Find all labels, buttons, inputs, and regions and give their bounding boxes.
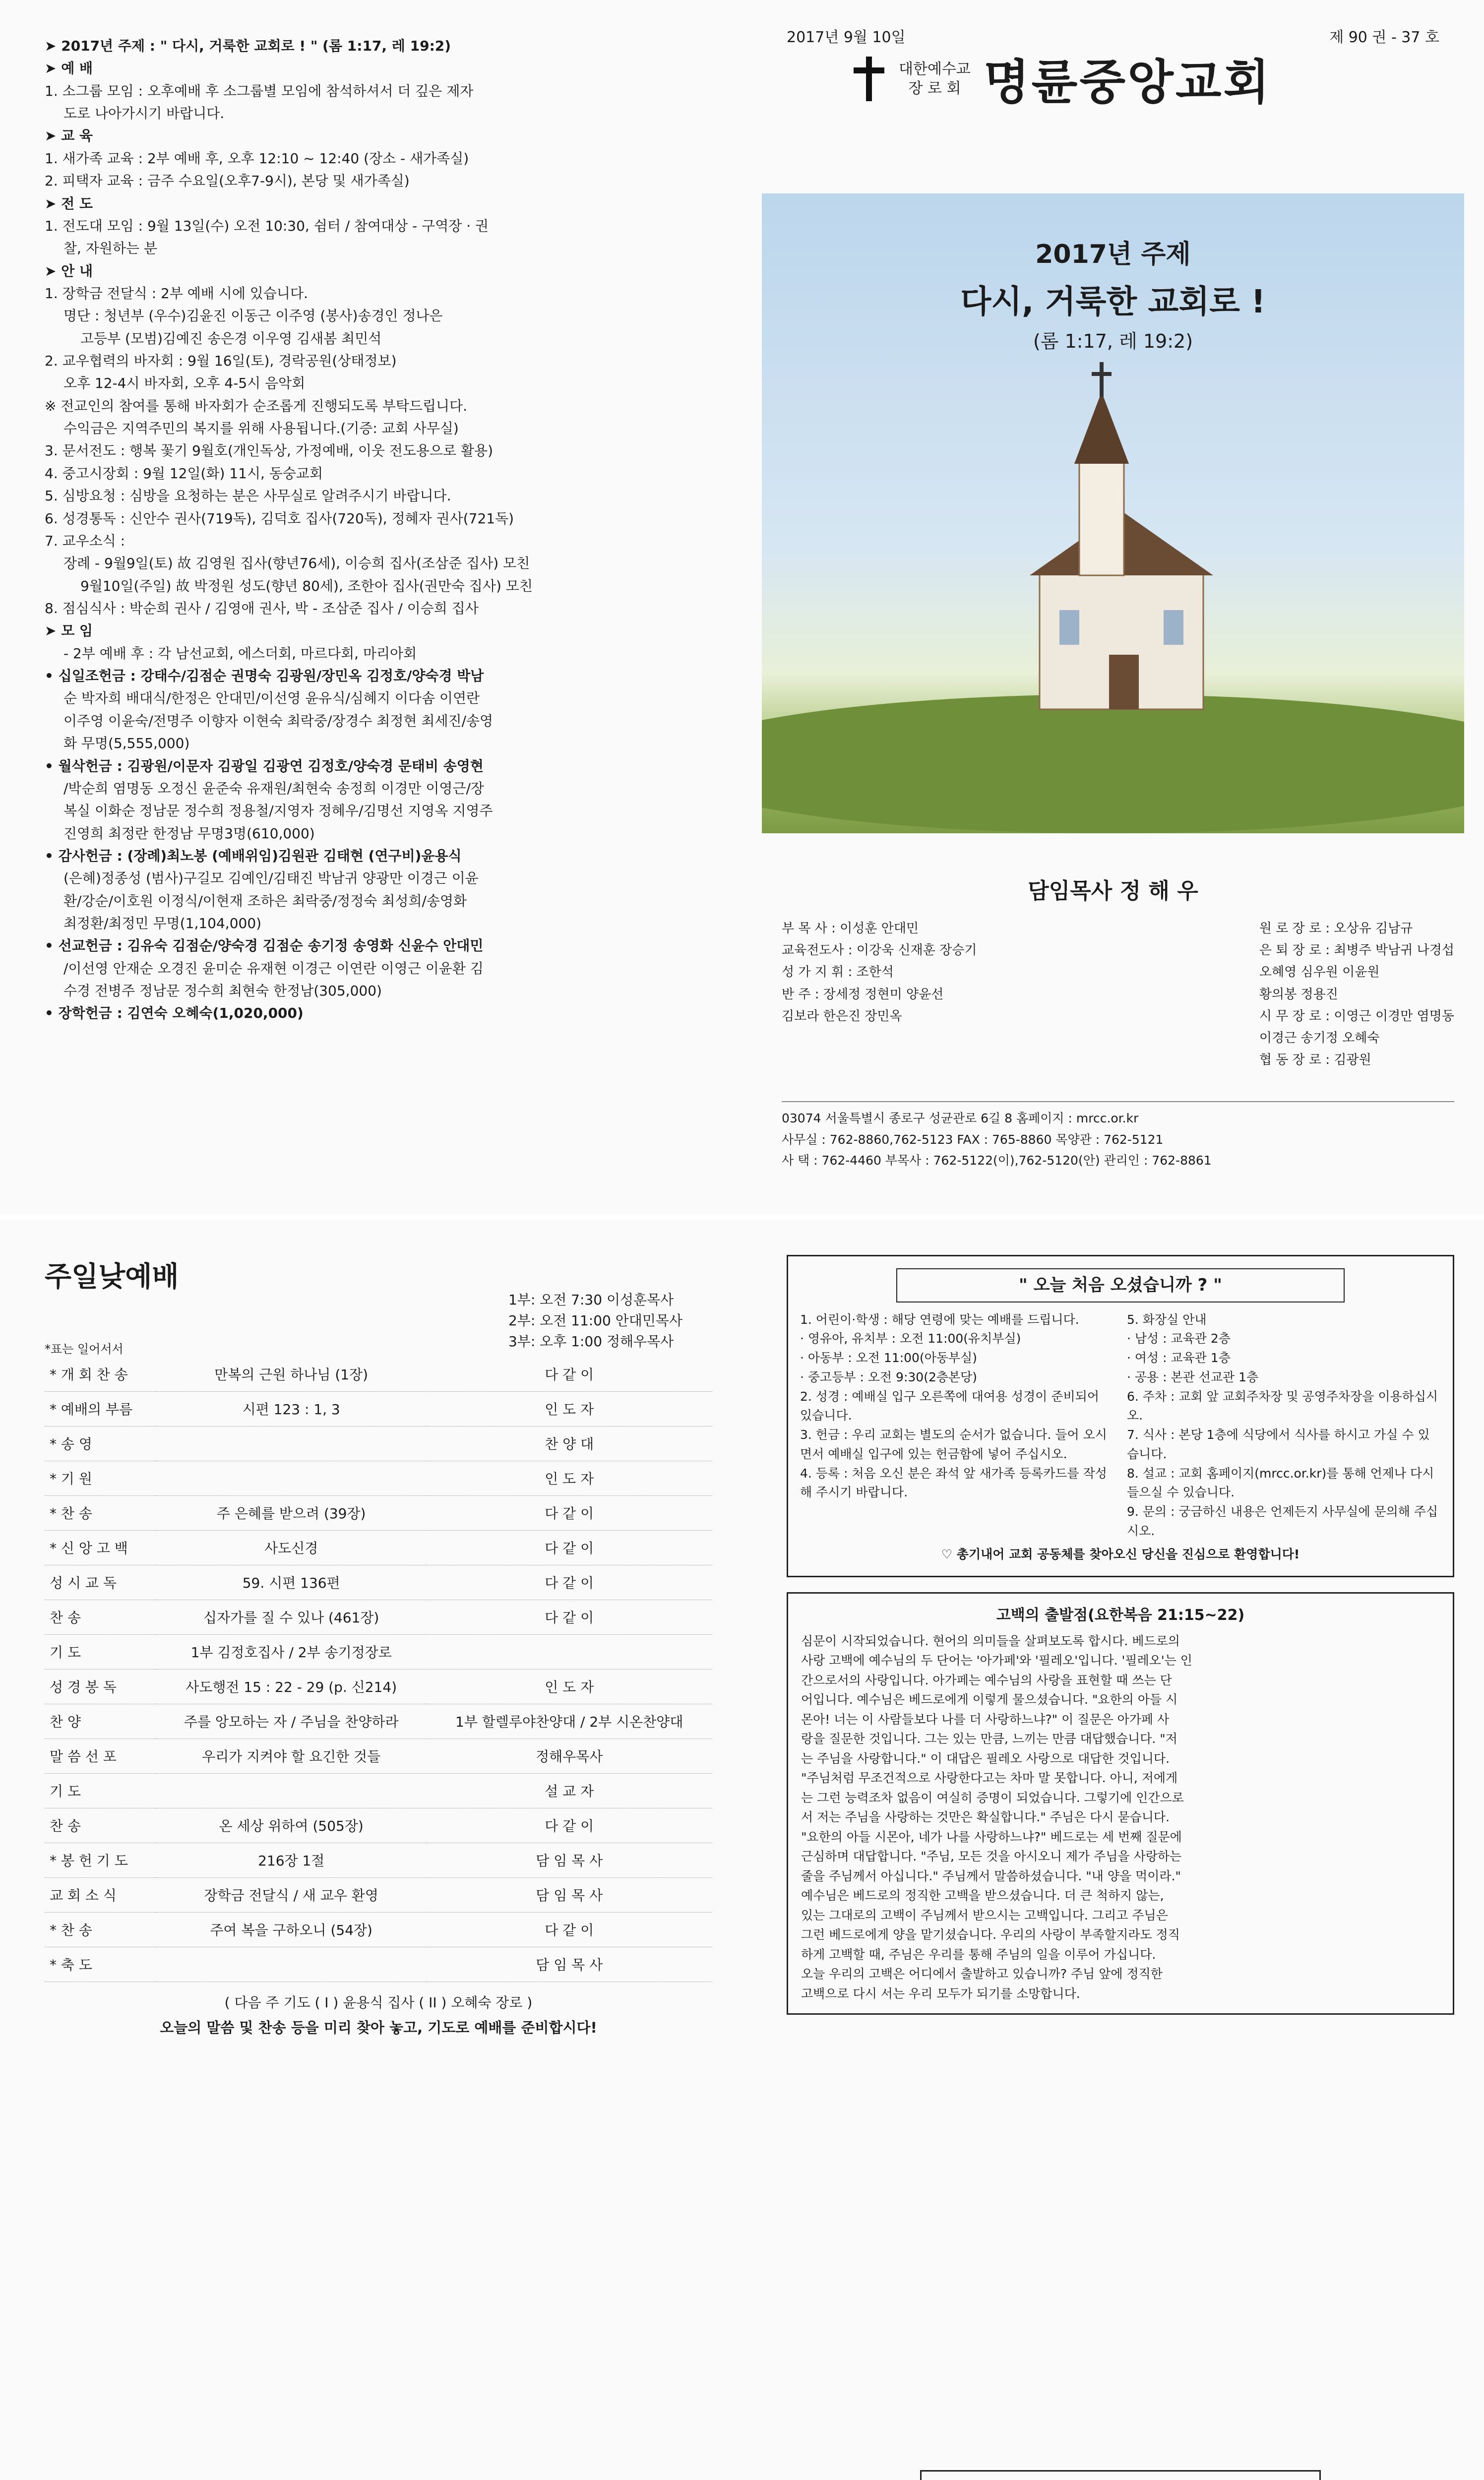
order-item: * 기 원 [45, 1461, 156, 1495]
order-leader [426, 1634, 712, 1669]
welcome-line: 4. 등록 : 처음 오신 분은 좌석 앞 새가족 등록카드를 작성해 주시기 바랍니다. [800, 1466, 1107, 1500]
announcement-line: 오후 12-4시 바자회, 오후 4-5시 음악회 [63, 375, 306, 392]
welcome-line: 3. 헌금 : 우리 교회는 별도의 순서가 없습니다. 들어 오시면서 예배실 입구에 있는 헌금함에 넣어 주십시오. [800, 1427, 1107, 1461]
welcome-line: 9. 문의 : 궁금하신 내용은 언제든지 사무실에 문의해 주십시오. [1127, 1504, 1438, 1538]
order-content: 십자가를 질 수 있나 (461장) [156, 1600, 426, 1634]
order-leader: 다 같 이 [426, 1565, 712, 1600]
announcement-line: • 선교헌금 : 김유숙 김점순/양숙경 김점순 송기정 송영화 신윤수 안대민 [45, 937, 484, 954]
church-address [782, 1101, 1454, 1172]
standing-note: *표는 일어서서 [45, 1342, 124, 1356]
order-content: 1부 김정호집사 / 2부 송기정장로 [156, 1634, 426, 1669]
order-leader: 인 도 자 [426, 1461, 712, 1495]
page-cover [742, 0, 1484, 1215]
welcome-line: · 공용 : 본관 선교관 1층 [1127, 1369, 1259, 1384]
announcement-line: • 월삭헌금 : 김광원/이문자 김광일 김광연 김정호/양숙경 문태비 송영현 [45, 757, 484, 774]
order-content [156, 1461, 426, 1495]
welcome-box [787, 1255, 1454, 1577]
order-row [45, 1912, 712, 1947]
order-row [45, 1530, 712, 1565]
closing-message: 오늘의 말씀 및 찬송 등을 미리 찾아 놓고, 기도로 예배를 준비합시다! [160, 2019, 597, 2036]
order-leader: 인 도 자 [426, 1391, 712, 1426]
order-row [45, 1495, 712, 1530]
announcement-line: 5. 심방요청 : 심방을 요청하는 분은 사무실로 알려주시기 바랍니다. [45, 488, 451, 504]
order-leader: 설 교 자 [426, 1773, 712, 1808]
page-announcements [0, 0, 742, 1215]
order-item: * 송 영 [45, 1426, 156, 1461]
page-other-services [0, 2435, 742, 2480]
order-row [45, 1947, 712, 1982]
announcement-line: • 장학헌금 : 김연숙 오혜숙(1,020,000) [45, 1005, 304, 1022]
announcement-line: /박순희 염명동 오정신 윤준숙 유재원/최현숙 송정희 이경만 이영근/장 [63, 780, 484, 797]
announcement-line: 1. 장학금 전달식 : 2부 예배 시에 있습니다. [45, 285, 308, 302]
order-content: 우리가 지켜야 할 요긴한 것들 [156, 1738, 426, 1773]
order-row [45, 1634, 712, 1669]
announcement-line: 1. 전도대 모임 : 9월 13일(수) 오전 10:30, 쉼터 / 참여대상 - 구역장 · 권 [45, 217, 489, 234]
church-name: 명륜중앙교회 [983, 54, 1272, 110]
senior-pastor: 담임목사 정 해 우 [1028, 878, 1198, 904]
order-content [156, 1426, 426, 1461]
welcome-left [800, 1310, 1114, 1541]
announcement-line: ➤ 2017년 주제 : " 다시, 거룩한 교회로 ! " (롬 1:17, 레 19:2) [45, 38, 451, 54]
announcement-line: ➤ 전 도 [45, 195, 93, 212]
order-leader: 담 임 목 사 [426, 1843, 712, 1877]
next-prayer-note: ( 다음 주 기도 ( I ) 윤용식 집사 ( II ) 오혜숙 장로 ) [224, 1994, 533, 2011]
order-item: 교 회 소 식 [45, 1877, 156, 1912]
order-leader: 다 같 이 [426, 1600, 712, 1634]
announcement-line: 2. 교우협력의 바자회 : 9월 16일(토), 경락공원(상태정보) [45, 353, 397, 370]
order-item: 기 도 [45, 1773, 156, 1808]
welcome-line: · 남성 : 교육관 2층 [1127, 1331, 1231, 1346]
announcement-line: - 2부 예배 후 : 각 남선교회, 에스더회, 마르다회, 마리아회 [63, 645, 417, 662]
service-time: 2부: 오전 11:00 안대민목사 [508, 1312, 682, 1329]
staff-line: 교육전도사 : 이강욱 신재훈 장승기 [782, 943, 977, 958]
announcement-line: • 십일조헌금 : 강태수/김점순 권명숙 김광원/장민옥 김정호/양숙경 박남 [45, 668, 484, 684]
announcement-line: 환/강순/이호원 이정식/이현재 조하은 최락중/정정숙 최성희/송영화 [63, 892, 467, 909]
sermon-line: 는 주님을 사랑합니다." 이 대답은 필레오 사랑으로 대답한 것입니다. [801, 1751, 1170, 1766]
service-times [508, 1290, 682, 1352]
welcome-line: · 여성 : 교육관 1층 [1127, 1351, 1231, 1365]
welcome-line: · 영유아, 유치부 : 오전 11:00(유치부실) [800, 1331, 1021, 1346]
announcement-line: ➤ 모 임 [45, 622, 93, 639]
sermon-line: 줄을 주님께서 아십니다." 주님께서 말씀하셨습니다. "내 양을 먹이라." [801, 1868, 1181, 1883]
welcome-line: · 아동부 : 오전 11:00(아동부실) [800, 1351, 978, 1365]
announcement-line: ➤ 교 육 [45, 127, 93, 144]
order-item: * 찬 송 [45, 1912, 156, 1947]
calendar-title [920, 2470, 1321, 2480]
phone-line: 사 택 : 762-4460 부목사 : 762-5122(이),762-5120(안) 관리인 : 762-8861 [782, 1153, 1212, 1168]
order-content: 장학금 전달식 / 새 교우 환영 [156, 1877, 426, 1912]
staff-line: 오혜영 심우원 이윤원 [1259, 965, 1380, 980]
order-content: 만복의 근원 하나님 (1장) [156, 1357, 426, 1391]
announcement-line: ※ 전교인의 참여를 통해 바자회가 순조롭게 진행되도록 부탁드립니다. [45, 397, 468, 414]
denomination-top: 대한예수교 [899, 60, 971, 78]
page-calendar-missions [742, 2435, 1484, 2480]
announcement-line: 명단 : 청년부 (우수)김윤진 이동근 이주영 (봉사)송경인 정나은 [63, 308, 443, 324]
sermon-line: 그런 베드로에게 양을 맡기셨습니다. 우리의 사랑이 부족할지라도 정직 [801, 1927, 1180, 1942]
order-leader: 담 임 목 사 [426, 1947, 712, 1982]
staff-line: 은 퇴 장 로 : 최병주 박남귀 나경섭 [1259, 943, 1454, 958]
announcement-line: 2. 피택자 교육 : 금주 수요일(오후7-9시), 본당 및 새가족실) [45, 173, 410, 189]
order-item: * 예배의 부름 [45, 1391, 156, 1426]
order-row [45, 1565, 712, 1600]
order-leader: 인 도 자 [426, 1669, 712, 1704]
sermon-line: 예수님은 베드로의 정직한 고백을 받으셨습니다. 더 큰 척하지 않는, [801, 1888, 1164, 1903]
order-content: 주 은혜를 받으려 (39장) [156, 1495, 426, 1530]
sermon-line: 서 저는 주님을 사랑하는 것만은 확실합니다." 주님은 다시 묻습니다. [801, 1810, 1170, 1825]
announcement-line: 8. 점심식사 : 박순희 권사 / 김영애 권사, 박 - 조삼준 집사 / 이승희 집사 [45, 600, 479, 617]
staff-line: 반 주 : 장세정 정현미 양윤선 [782, 987, 944, 1002]
sermon-line: 랑을 질문한 것입니다. 그는 있는 만큼, 느끼는 만큼 대답했습니다. "저 [801, 1732, 1177, 1746]
order-content: 사도행전 15 : 22 - 29 (p. 신214) [156, 1669, 426, 1704]
order-row [45, 1600, 712, 1634]
announcement-line: 찰, 자원하는 분 [63, 240, 157, 257]
welcome-line: 6. 주차 : 교회 앞 교회주차장 및 공영주차장을 이용하십시오. [1127, 1389, 1438, 1423]
staff-line: 성 가 지 휘 : 조한석 [782, 965, 894, 980]
sermon-line: 심문이 시작되었습니다. 현어의 의미들을 살펴보도록 합시다. 베드로의 [801, 1633, 1180, 1648]
order-item: 성 경 봉 독 [45, 1669, 156, 1704]
order-leader: 다 같 이 [426, 1530, 712, 1565]
welcome-line: 8. 설교 : 교회 홈페이지(mrcc.or.kr)를 통해 언제나 다시 들으실 수 있습니다. [1127, 1466, 1434, 1500]
announcement-line: 6. 성경통독 : 신안수 권사(719독), 김덕호 집사(720독), 정혜자 권사(721독) [45, 510, 514, 527]
sermon-text [801, 1631, 1440, 2004]
announcement-line: 7. 교우소식 : [45, 532, 125, 549]
order-row [45, 1426, 712, 1461]
staff-line: 황의봉 정용진 [1259, 987, 1338, 1002]
order-leader: 다 같 이 [426, 1912, 712, 1947]
order-item: 찬 양 [45, 1704, 156, 1738]
afternoon-title [45, 2478, 712, 2480]
order-row [45, 1704, 712, 1738]
sermon-line: 오늘 우리의 고백은 어디에서 출발하고 있습니까? 주님 앞에 정직한 [801, 1967, 1163, 1982]
phone-line: 사무실 : 762-8860,762-5123 FAX : 765-8860 목양관 : 762-5121 [782, 1132, 1164, 1147]
announcement-line: 1. 새가족 교육 : 2부 예배 후, 오후 12:10 ~ 12:40 (장소 - 새가족실) [45, 150, 469, 167]
order-content: 59. 시편 136편 [156, 1565, 426, 1600]
bulletin-volume: 제 90 권 - 37 호 [1329, 29, 1439, 46]
order-item: * 찬 송 [45, 1495, 156, 1530]
announcement-line: 9월10일(주일) 故 박정원 성도(향년 80세), 조한아 집사(권만숙 집사) 모친 [80, 577, 533, 594]
sermon-line: "요한의 아들 시몬아, 네가 나를 사랑하느냐?" 베드로는 세 번째 질문에 [801, 1829, 1182, 1844]
order-row [45, 1738, 712, 1773]
order-of-service [45, 1357, 712, 1982]
announcement-line: 순 박자희 배대식/한정은 안대민/이선영 윤유식/심혜지 이다솜 이연란 [63, 690, 480, 707]
theme-reference: (롬 1:17, 레 19:2) [1033, 330, 1193, 352]
order-row [45, 1877, 712, 1912]
sermon-box [787, 1592, 1454, 2015]
order-content: 216장 1절 [156, 1843, 426, 1877]
sermon-line: 있는 그대로의 고백이 주님께서 받으시는 고백입니다. 그리고 주님은 [801, 1908, 1168, 1922]
order-item: * 봉 헌 기 도 [45, 1843, 156, 1877]
announcement-line: 진영희 최정란 한정남 무명3명(610,000) [63, 825, 315, 842]
service-time: 3부: 오후 1:00 정해우목사 [508, 1333, 674, 1350]
denomination-bottom: 장 로 회 [908, 79, 961, 97]
theme-year: 2017년 주제 [1035, 240, 1191, 269]
order-row [45, 1391, 712, 1426]
address-line: 03074 서울특별시 종로구 성균관로 6길 8 홈페이지 : mrcc.or.kr [782, 1111, 1139, 1125]
order-row [45, 1357, 712, 1391]
service-time: 1부: 오전 7:30 이성훈목사 [508, 1292, 674, 1308]
welcome-line: 1. 어린이·학생 : 해당 연령에 맞는 예배를 드립니다. [800, 1312, 1079, 1327]
service-title: 주일낮예배 [45, 1261, 179, 1293]
sermon-line: 간으로서의 사랑입니다. 아가페는 예수님의 사랑을 표현할 때 쓰는 단 [801, 1673, 1172, 1687]
staff-line: 이경근 송기정 오혜숙 [1259, 1030, 1380, 1046]
welcome-line: 5. 화장실 안내 [1127, 1312, 1207, 1327]
announcement-line: (은혜)정종성 (범사)구길모 김예인/김태진 박남귀 양광만 이경근 이윤 [63, 870, 479, 887]
order-leader: 정해우목사 [426, 1738, 712, 1773]
announcement-line: /이선영 안재순 오경진 윤미순 유재현 이경근 이연란 이영근 이윤환 김 [63, 960, 484, 977]
announcement-line: 수익금은 지역주민의 복지를 위해 사용됩니다.(기증: 교회 사무실) [63, 420, 459, 437]
order-leader: 1부 할렐루야찬양대 / 2부 시온찬양대 [426, 1704, 712, 1738]
announcement-line: ➤ 안 내 [45, 262, 93, 279]
announcement-line: 3. 문서전도 : 행복 꽃기 9월호(개인독상, 가정예배, 이웃 전도용으로 활용) [45, 442, 494, 459]
sermon-line: 고백으로 다시 서는 우리 모두가 되기를 소망합니다. [801, 1986, 1080, 2001]
order-row [45, 1461, 712, 1495]
church-logo [851, 45, 1484, 113]
staff-list [782, 918, 1454, 1071]
order-content: 사도신경 [156, 1530, 426, 1565]
order-leader: 다 같 이 [426, 1495, 712, 1530]
sermon-line: 몬아! 너는 이 사람들보다 나를 더 사랑하느냐?" 이 질문은 아가페 사 [801, 1712, 1170, 1727]
order-row [45, 1808, 712, 1843]
order-item: * 축 도 [45, 1947, 156, 1982]
sermon-line: 어입니다. 예수님은 베드로에게 이렇게 물으셨습니다. "요한의 아들 시 [801, 1692, 1178, 1707]
sermon-line: 는 그런 능력조차 없음이 여실히 증명이 되었습니다. 그렇기에 인간으로 [801, 1790, 1184, 1805]
order-content: 주를 앙모하는 자 / 주님을 찬양하라 [156, 1704, 426, 1738]
announcement-line: 이주영 이윤숙/전명주 이향자 이현숙 최락중/장경수 최정현 최세진/송영 [63, 712, 494, 729]
welcome-line: 7. 식사 : 본당 1층에 식당에서 식사를 하시고 가실 수 있습니다. [1127, 1427, 1430, 1461]
bulletin-date: 2017년 9월 10일 [787, 29, 906, 46]
announcement-list [45, 35, 712, 1195]
order-item: 성 시 교 독 [45, 1565, 156, 1600]
theme-title: 다시, 거룩한 교회로 ! [960, 284, 1266, 320]
order-content: 온 세상 위하여 (505장) [156, 1808, 426, 1843]
announcement-line: 장례 - 9월9일(토) 故 김영원 집사(향년76세), 이승희 집사(조삼준 집사) 모친 [63, 555, 530, 572]
order-row [45, 1669, 712, 1704]
welcome-line: · 중고등부 : 오전 9:30(2층본당) [800, 1369, 978, 1384]
staff-line: 부 목 사 : 이성훈 안대민 [782, 921, 919, 936]
announcement-line: 최정환/최정민 무명(1,104,000) [63, 915, 262, 932]
order-leader: 찬 양 대 [426, 1426, 712, 1461]
staff-column-left [782, 918, 977, 1071]
announcement-line: 복실 이화순 정남문 정수희 정용철/지영자 정혜우/김명선 지영옥 지영주 [63, 803, 493, 819]
order-content [156, 1947, 426, 1982]
sermon-line: 근심하며 대답합니다. "주님, 모든 것을 아시오니 제가 주님을 사랑하는 [801, 1849, 1182, 1864]
announcement-line: • 감사헌금 : (장례)최노봉 (예배위임)김원관 김태현 (연구비)윤용식 [45, 847, 462, 864]
announcement-line: 화 무명(5,555,000) [63, 735, 190, 752]
staff-line: 김보라 한은진 장민옥 [782, 1008, 902, 1024]
staff-line: 협 동 장 로 : 김광원 [1259, 1053, 1371, 1068]
staff-column-right [1259, 918, 1454, 1071]
announcement-line: 4. 중고시장회 : 9월 12일(화) 11시, 동숭교회 [45, 465, 323, 482]
order-item: * 개 회 찬 송 [45, 1357, 156, 1391]
page-welcome-sermon [742, 1220, 1484, 2435]
order-item: 말 씀 선 포 [45, 1738, 156, 1773]
sermon-line: 하게 고백할 때, 주님은 우리를 통해 주님의 일을 이루어 가십니다. [801, 1947, 1156, 1962]
welcome-line: 2. 성경 : 예배실 입구 오른쪽에 대여용 성경이 준비되어 있습니다. [800, 1389, 1100, 1423]
page-sunday-service [0, 1220, 742, 2435]
order-leader: 담 임 목 사 [426, 1877, 712, 1912]
order-row [45, 1773, 712, 1808]
announcement-line: 1. 소그룹 모임 : 오후예배 후 소그룹별 모임에 참석하셔서 더 깊은 제자 [45, 82, 474, 99]
order-leader: 다 같 이 [426, 1808, 712, 1843]
order-content: 주여 복을 구하오니 (54장) [156, 1912, 426, 1947]
welcome-title: " 오늘 처음 오셨습니까 ? " [896, 1268, 1345, 1302]
announcement-line: 수경 전병주 정남문 정수희 최현숙 한정남(305,000) [63, 983, 382, 999]
order-item: 찬 송 [45, 1600, 156, 1634]
order-row [45, 1843, 712, 1877]
cross-icon [851, 57, 886, 101]
announcement-line: 도로 나아가시기 바랍니다. [63, 105, 225, 122]
order-item: * 신 앙 고 백 [45, 1530, 156, 1565]
denomination [899, 60, 971, 98]
staff-line: 시 무 장 로 : 이영근 이경만 염명동 [1259, 1008, 1454, 1024]
order-content [156, 1773, 426, 1808]
order-item: 찬 송 [45, 1808, 156, 1843]
order-item: 기 도 [45, 1634, 156, 1669]
sermon-title: 고백의 출발점(요한복음 21:15~22) [996, 1607, 1245, 1624]
order-content: 시편 123 : 1, 3 [156, 1391, 426, 1426]
announcement-line: ➤ 예 배 [45, 60, 93, 77]
announcement-line: 고등부 (모범)김예진 송은경 이우영 김새봄 최민석 [80, 330, 382, 347]
order-leader: 다 같 이 [426, 1357, 712, 1391]
welcome-right [1127, 1310, 1441, 1541]
year-theme [742, 233, 1484, 353]
sermon-line: "주님처럼 무조건적으로 사랑한다고는 차마 말 못합니다. 아니, 저에게 [801, 1771, 1178, 1786]
welcome-footer: ♡ 총기내어 교회 공동체를 찾아오신 당신을 진심으로 환영합니다! [941, 1547, 1300, 1561]
staff-line: 원 로 장 로 : 오상유 김남규 [1259, 921, 1413, 936]
sermon-line: 사랑 고백에 예수님의 두 단어는 '아가페'와 '필레오'입니다. '필레오'는 인 [801, 1653, 1192, 1668]
